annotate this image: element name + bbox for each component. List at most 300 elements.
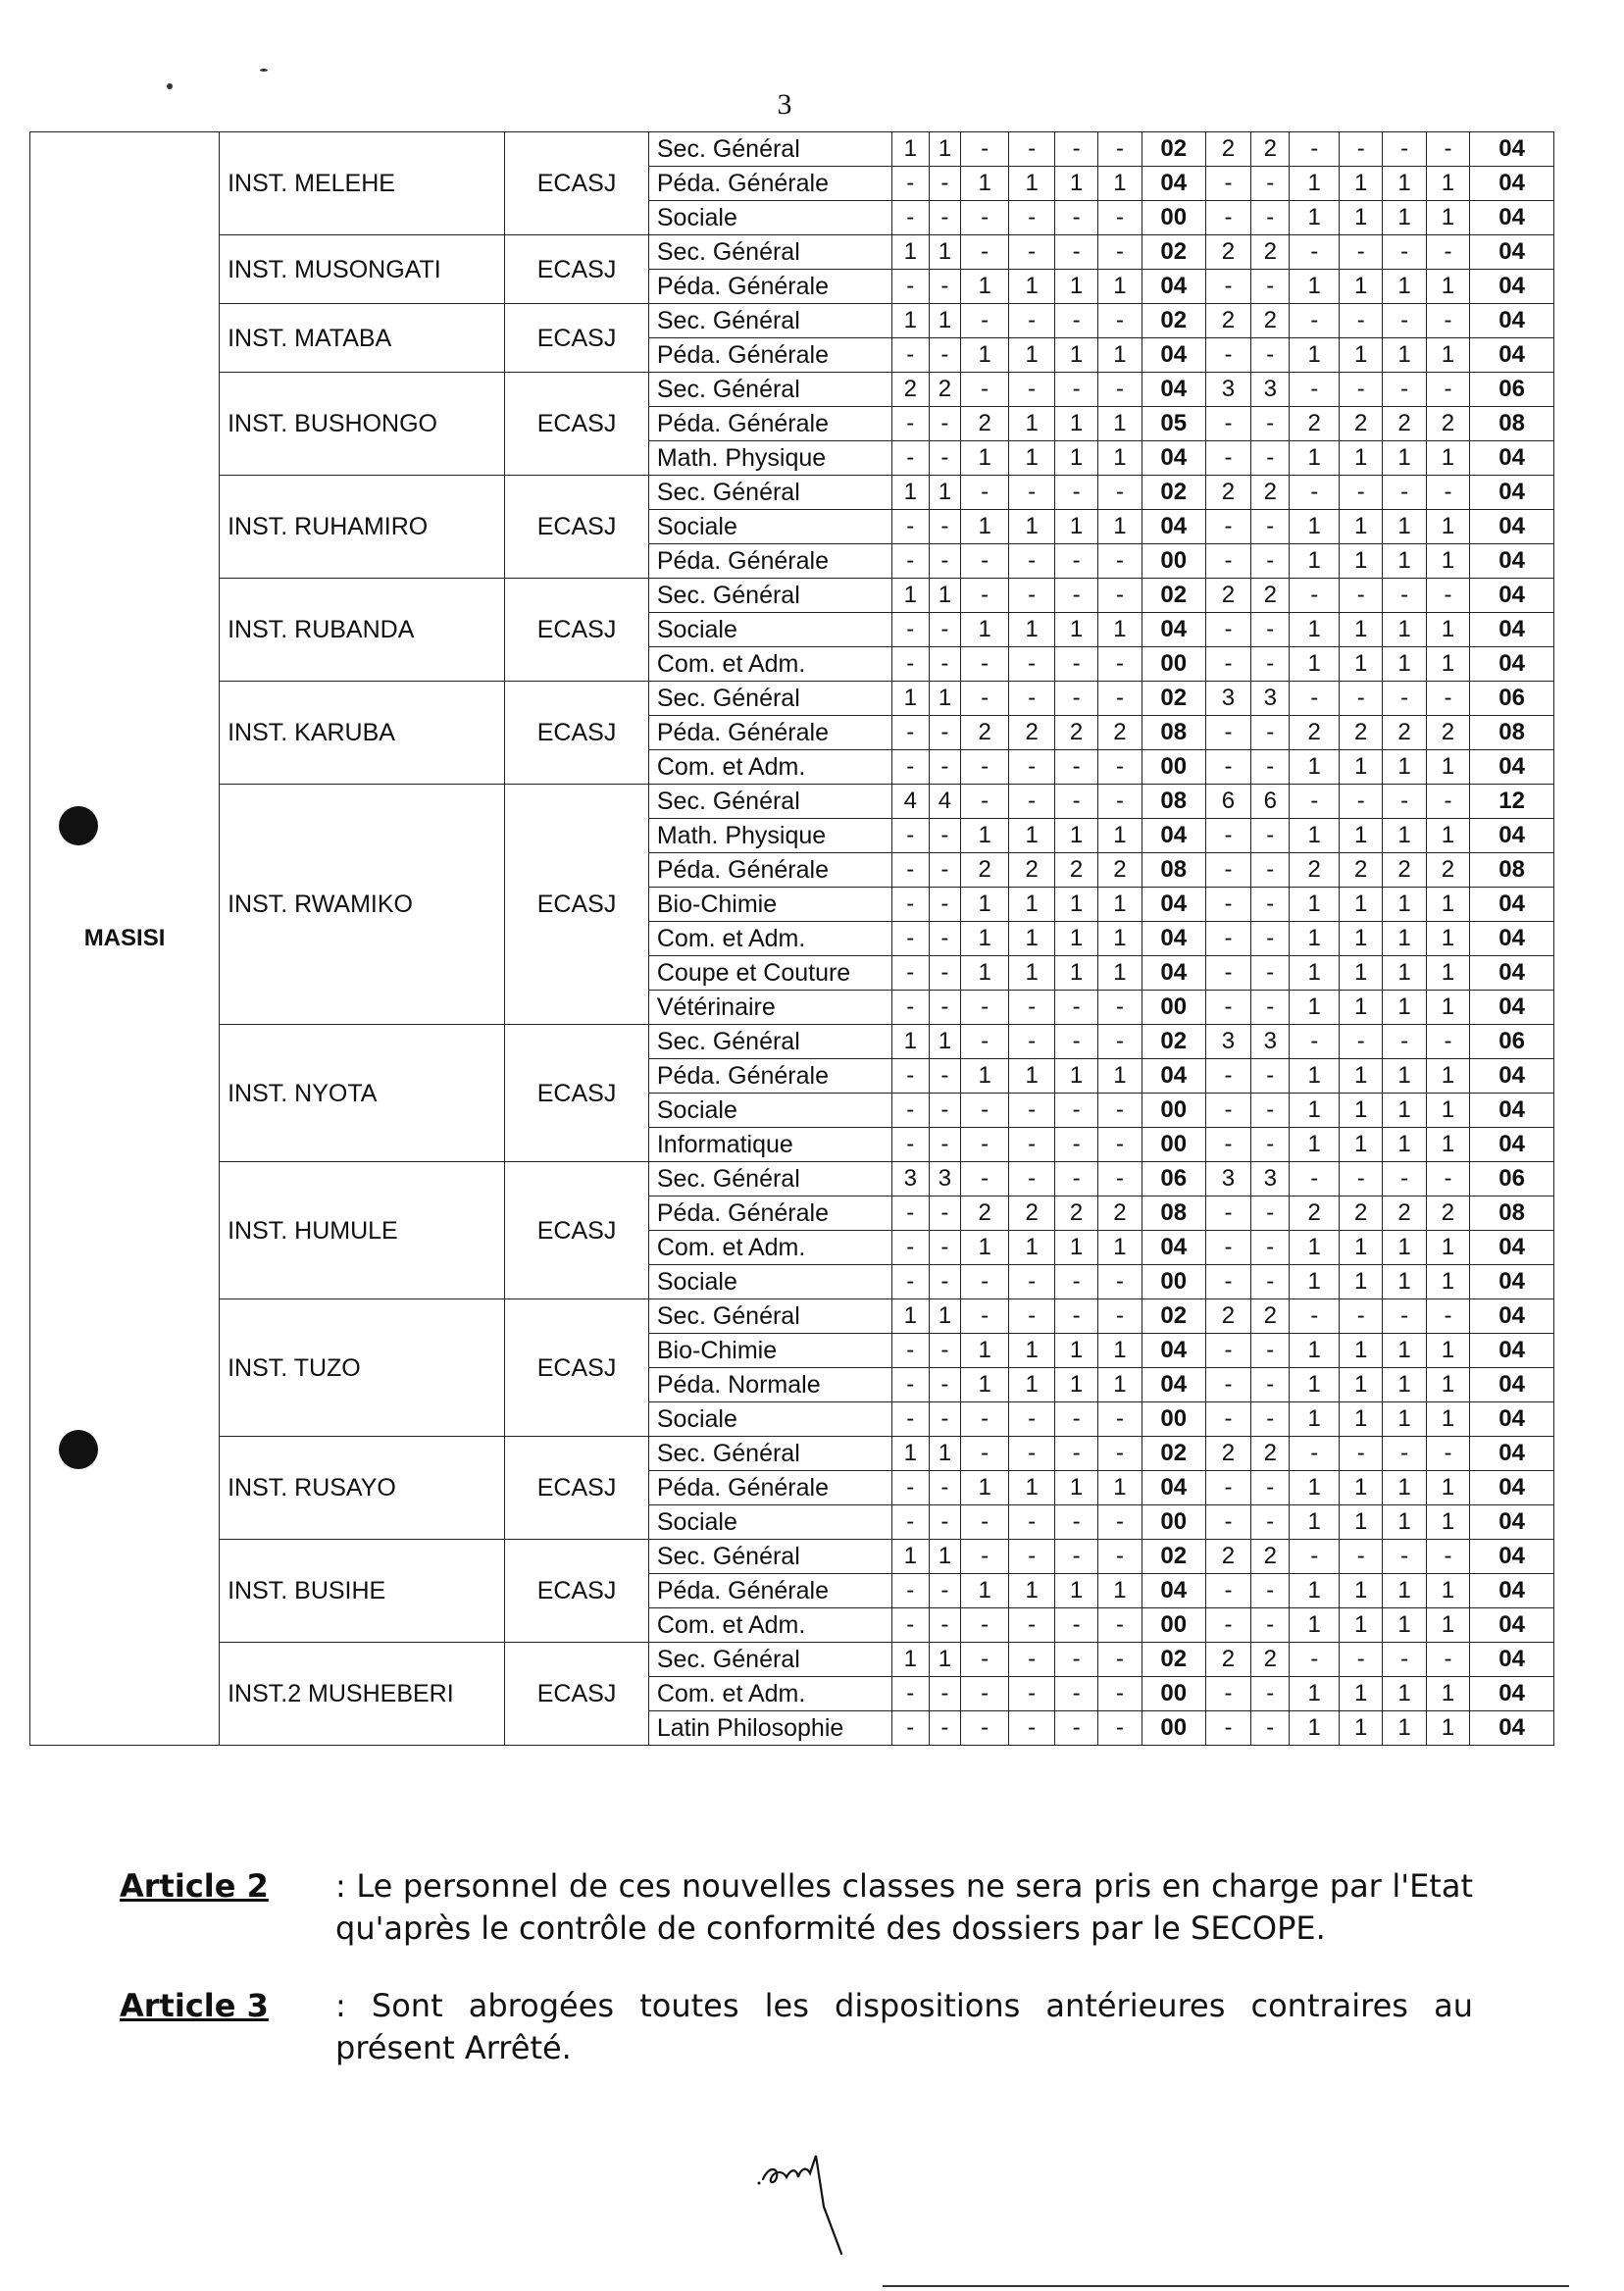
total-cell: 00 <box>1142 1128 1205 1162</box>
value-cell: 1 <box>929 1437 960 1471</box>
value-cell: 1 <box>1290 270 1340 304</box>
article-label: Article 2 <box>120 1867 269 1905</box>
total-cell: 04 <box>1470 750 1554 785</box>
total-cell: 04 <box>1470 1677 1554 1711</box>
total-cell: 02 <box>1142 1025 1205 1059</box>
total-cell: 04 <box>1470 613 1554 647</box>
value-cell: - <box>1383 785 1426 819</box>
value-cell: 2 <box>1205 476 1250 510</box>
value-cell: - <box>1009 1540 1054 1574</box>
total-cell: 04 <box>1470 579 1554 613</box>
value-cell: - <box>929 1368 960 1402</box>
value-cell: 1 <box>929 1025 960 1059</box>
value-cell: - <box>1251 1231 1290 1265</box>
value-cell: - <box>891 613 929 647</box>
value-cell: - <box>1290 235 1340 270</box>
value-cell: - <box>1251 1608 1290 1643</box>
value-cell: - <box>1251 1505 1290 1540</box>
option-cell: Sociale <box>648 1505 891 1540</box>
value-cell: 1 <box>1383 819 1426 853</box>
value-cell: 3 <box>1205 373 1250 407</box>
value-cell: - <box>1098 132 1142 167</box>
value-cell: 1 <box>1098 510 1142 544</box>
value-cell: - <box>960 373 1009 407</box>
value-cell: 1 <box>960 613 1009 647</box>
value-cell: - <box>1383 1540 1426 1574</box>
article-text: : Sont abrogées toutes les dispositions antérieures contraires au présent Arrêté. <box>335 1987 1473 2066</box>
value-cell: 1 <box>1426 647 1469 682</box>
value-cell: - <box>960 1299 1009 1334</box>
regime-cell: ECASJ <box>505 1162 649 1299</box>
total-cell: 04 <box>1470 1299 1554 1334</box>
value-cell: - <box>1098 1505 1142 1540</box>
total-cell: 04 <box>1470 1574 1554 1608</box>
value-cell: - <box>1009 785 1054 819</box>
value-cell: - <box>1383 235 1426 270</box>
value-cell: - <box>1426 235 1469 270</box>
value-cell: 2 <box>1383 716 1426 750</box>
value-cell: 2 <box>1426 1196 1469 1231</box>
value-cell: - <box>960 1265 1009 1299</box>
value-cell: - <box>1251 853 1290 888</box>
total-cell: 04 <box>1142 441 1205 476</box>
value-cell: - <box>1054 1608 1097 1643</box>
value-cell: 1 <box>1340 1368 1383 1402</box>
total-cell: 00 <box>1142 1094 1205 1128</box>
value-cell: - <box>891 956 929 991</box>
value-cell: 1 <box>1383 441 1426 476</box>
total-cell: 04 <box>1142 613 1205 647</box>
value-cell: - <box>929 1094 960 1128</box>
total-cell: 05 <box>1142 407 1205 441</box>
value-cell: - <box>1251 1677 1290 1711</box>
value-cell: 1 <box>929 579 960 613</box>
value-cell: 1 <box>1383 1711 1426 1746</box>
total-cell: 00 <box>1142 647 1205 682</box>
value-cell: 1 <box>1009 510 1054 544</box>
value-cell: 2 <box>1251 579 1290 613</box>
value-cell: - <box>1383 304 1426 338</box>
total-cell: 00 <box>1142 750 1205 785</box>
table-row <box>30 476 1554 510</box>
value-cell: 1 <box>1009 1574 1054 1608</box>
total-cell: 04 <box>1142 956 1205 991</box>
value-cell: 1 <box>1098 1334 1142 1368</box>
total-cell: 06 <box>1470 682 1554 716</box>
value-cell: - <box>1383 1025 1426 1059</box>
option-cell: Sec. Général <box>648 1299 891 1334</box>
value-cell: - <box>1290 304 1340 338</box>
value-cell: 1 <box>1383 1505 1426 1540</box>
value-cell: - <box>1098 647 1142 682</box>
value-cell: - <box>929 270 960 304</box>
total-cell: 00 <box>1142 544 1205 579</box>
value-cell: 1 <box>1290 1128 1340 1162</box>
value-cell: - <box>1098 235 1142 270</box>
value-cell: 1 <box>1426 1265 1469 1299</box>
total-cell: 04 <box>1470 1128 1554 1162</box>
value-cell: 1 <box>891 235 929 270</box>
value-cell: - <box>929 1334 960 1368</box>
value-cell: - <box>1251 510 1290 544</box>
value-cell: - <box>1340 373 1383 407</box>
scan-speck <box>167 83 173 89</box>
school-name-cell: INST. MELEHE <box>220 132 505 235</box>
total-cell: 06 <box>1470 373 1554 407</box>
value-cell: 1 <box>1098 819 1142 853</box>
value-cell: - <box>929 888 960 922</box>
value-cell: 1 <box>1054 922 1097 956</box>
option-cell: Péda. Générale <box>648 544 891 579</box>
total-cell: 04 <box>1470 544 1554 579</box>
value-cell: 1 <box>1340 1711 1383 1746</box>
value-cell: 1 <box>929 132 960 167</box>
value-cell: - <box>891 510 929 544</box>
total-cell: 02 <box>1142 476 1205 510</box>
value-cell: - <box>1054 1711 1097 1746</box>
total-cell: 08 <box>1142 853 1205 888</box>
value-cell: 1 <box>1383 544 1426 579</box>
value-cell: 1 <box>1340 1677 1383 1711</box>
value-cell: - <box>891 1505 929 1540</box>
value-cell: 1 <box>1426 1711 1469 1746</box>
value-cell: - <box>1383 1162 1426 1196</box>
value-cell: 1 <box>1340 270 1383 304</box>
value-cell: - <box>1340 579 1383 613</box>
total-cell: 04 <box>1470 991 1554 1025</box>
value-cell: 1 <box>1340 544 1383 579</box>
value-cell: 1 <box>1054 956 1097 991</box>
value-cell: 1 <box>1426 167 1469 201</box>
total-cell: 08 <box>1470 716 1554 750</box>
value-cell: - <box>1054 373 1097 407</box>
value-cell: 2 <box>1383 407 1426 441</box>
value-cell: - <box>960 1677 1009 1711</box>
value-cell: - <box>1426 304 1469 338</box>
option-cell: Péda. Générale <box>648 270 891 304</box>
value-cell: - <box>1205 922 1250 956</box>
value-cell: 2 <box>891 373 929 407</box>
total-cell: 04 <box>1470 1505 1554 1540</box>
value-cell: - <box>929 1677 960 1711</box>
value-cell: - <box>1009 1402 1054 1437</box>
value-cell: 2 <box>1098 853 1142 888</box>
option-cell: Sec. Général <box>648 1437 891 1471</box>
value-cell: 1 <box>1340 1265 1383 1299</box>
value-cell: 1 <box>1340 956 1383 991</box>
total-cell: 04 <box>1470 1402 1554 1437</box>
value-cell: - <box>1009 304 1054 338</box>
value-cell: 1 <box>1383 167 1426 201</box>
value-cell: 1 <box>1426 1368 1469 1402</box>
total-cell: 04 <box>1470 476 1554 510</box>
value-cell: 1 <box>1290 1265 1340 1299</box>
value-cell: - <box>1205 1196 1250 1231</box>
value-cell: 3 <box>1205 682 1250 716</box>
value-cell: - <box>1290 373 1340 407</box>
value-cell: 1 <box>1098 956 1142 991</box>
value-cell: - <box>929 1231 960 1265</box>
value-cell: - <box>1098 1608 1142 1643</box>
total-cell: 02 <box>1142 579 1205 613</box>
value-cell: - <box>1098 1711 1142 1746</box>
table-row <box>30 1540 1554 1574</box>
value-cell: - <box>1054 304 1097 338</box>
option-cell: Com. et Adm. <box>648 1608 891 1643</box>
value-cell: - <box>929 613 960 647</box>
value-cell: 1 <box>1290 1334 1340 1368</box>
value-cell: - <box>1009 1162 1054 1196</box>
school-name-cell: INST. BUSHONGO <box>220 373 505 476</box>
total-cell: 06 <box>1142 1162 1205 1196</box>
value-cell: - <box>1290 1299 1340 1334</box>
option-cell: Com. et Adm. <box>648 647 891 682</box>
option-cell: Sociale <box>648 1265 891 1299</box>
option-cell: Sec. Général <box>648 785 891 819</box>
school-name-cell: INST.2 MUSHEBERI <box>220 1643 505 1746</box>
value-cell: 1 <box>1054 1471 1097 1505</box>
value-cell: 1 <box>1383 1128 1426 1162</box>
value-cell: - <box>960 785 1009 819</box>
schools-table <box>29 131 1554 1746</box>
value-cell: - <box>1054 1677 1097 1711</box>
value-cell: 3 <box>1251 1162 1290 1196</box>
total-cell: 04 <box>1470 647 1554 682</box>
value-cell: - <box>1098 1437 1142 1471</box>
value-cell: - <box>960 235 1009 270</box>
value-cell: - <box>1251 167 1290 201</box>
value-cell: 2 <box>1205 1299 1250 1334</box>
regime-cell: ECASJ <box>505 1643 649 1746</box>
value-cell: - <box>891 716 929 750</box>
value-cell: - <box>891 1196 929 1231</box>
value-cell: - <box>960 1711 1009 1746</box>
value-cell: 1 <box>1290 819 1340 853</box>
value-cell: - <box>1098 544 1142 579</box>
total-cell: 04 <box>1470 1231 1554 1265</box>
value-cell: 1 <box>1340 1505 1383 1540</box>
value-cell: - <box>1251 1471 1290 1505</box>
value-cell: - <box>1251 441 1290 476</box>
value-cell: - <box>929 1059 960 1094</box>
value-cell: - <box>929 819 960 853</box>
option-cell: Sec. Général <box>648 235 891 270</box>
value-cell: 1 <box>1290 1608 1340 1643</box>
value-cell: 1 <box>1426 1608 1469 1643</box>
value-cell: 1 <box>1426 1231 1469 1265</box>
value-cell: 1 <box>1098 1471 1142 1505</box>
value-cell: 1 <box>1426 441 1469 476</box>
value-cell: - <box>1205 613 1250 647</box>
value-cell: 1 <box>1426 1128 1469 1162</box>
value-cell: 1 <box>1426 544 1469 579</box>
value-cell: 4 <box>929 785 960 819</box>
value-cell: 2 <box>1290 853 1340 888</box>
value-cell: - <box>929 1265 960 1299</box>
value-cell: - <box>1009 579 1054 613</box>
value-cell: 1 <box>1290 441 1340 476</box>
value-cell: 1 <box>1290 1231 1340 1265</box>
value-cell: 1 <box>1290 338 1340 373</box>
value-cell: - <box>960 579 1009 613</box>
total-cell: 02 <box>1142 1299 1205 1334</box>
option-cell: Sec. Général <box>648 476 891 510</box>
value-cell: - <box>1383 1299 1426 1334</box>
value-cell: 1 <box>1383 270 1426 304</box>
value-cell: 1 <box>1054 613 1097 647</box>
total-cell: 04 <box>1470 441 1554 476</box>
value-cell: 1 <box>1383 1265 1426 1299</box>
value-cell: 2 <box>1009 1196 1054 1231</box>
value-cell: - <box>1290 1540 1340 1574</box>
value-cell: - <box>960 544 1009 579</box>
total-cell: 04 <box>1470 1265 1554 1299</box>
option-cell: Péda. Générale <box>648 338 891 373</box>
value-cell: 2 <box>1383 853 1426 888</box>
regime-cell: ECASJ <box>505 235 649 304</box>
value-cell: - <box>960 1025 1009 1059</box>
value-cell: 1 <box>1426 510 1469 544</box>
value-cell: - <box>1205 441 1250 476</box>
value-cell: 2 <box>1251 304 1290 338</box>
value-cell: 1 <box>1290 888 1340 922</box>
value-cell: - <box>1251 1196 1290 1231</box>
value-cell: - <box>1054 201 1097 235</box>
value-cell: 1 <box>1054 407 1097 441</box>
value-cell: - <box>1340 1643 1383 1677</box>
option-cell: Sociale <box>648 1402 891 1437</box>
school-name-cell: INST. BUSIHE <box>220 1540 505 1643</box>
value-cell: - <box>1426 1437 1469 1471</box>
value-cell: - <box>1340 785 1383 819</box>
total-cell: 04 <box>1470 1643 1554 1677</box>
value-cell: 1 <box>960 819 1009 853</box>
value-cell: 3 <box>1251 1025 1290 1059</box>
total-cell: 04 <box>1470 201 1554 235</box>
value-cell: 1 <box>1009 819 1054 853</box>
value-cell: 1 <box>1426 270 1469 304</box>
value-cell: - <box>1054 1505 1097 1540</box>
value-cell: 1 <box>960 1471 1009 1505</box>
value-cell: - <box>1009 1643 1054 1677</box>
option-cell: Péda. Générale <box>648 853 891 888</box>
value-cell: - <box>891 1402 929 1437</box>
value-cell: 1 <box>960 510 1009 544</box>
option-cell: Sec. Général <box>648 1162 891 1196</box>
value-cell: 1 <box>1383 1574 1426 1608</box>
table-row <box>30 235 1554 270</box>
value-cell: 1 <box>960 956 1009 991</box>
value-cell: 1 <box>1426 991 1469 1025</box>
value-cell: - <box>1205 1711 1250 1746</box>
value-cell: 1 <box>1383 1094 1426 1128</box>
value-cell: 1 <box>1340 1128 1383 1162</box>
value-cell: 1 <box>1340 201 1383 235</box>
value-cell: 1 <box>1009 338 1054 373</box>
value-cell: - <box>929 1574 960 1608</box>
value-cell: 1 <box>1383 338 1426 373</box>
option-cell: Com. et Adm. <box>648 922 891 956</box>
value-cell: - <box>1054 1094 1097 1128</box>
total-cell: 02 <box>1142 304 1205 338</box>
value-cell: - <box>1290 682 1340 716</box>
value-cell: - <box>891 819 929 853</box>
value-cell: 2 <box>1340 407 1383 441</box>
value-cell: - <box>1205 750 1250 785</box>
value-cell: 2 <box>929 373 960 407</box>
value-cell: - <box>1205 819 1250 853</box>
value-cell: - <box>1009 201 1054 235</box>
value-cell: 1 <box>1098 888 1142 922</box>
total-cell: 04 <box>1142 167 1205 201</box>
value-cell: - <box>960 132 1009 167</box>
value-cell: 1 <box>1290 1711 1340 1746</box>
value-cell: 1 <box>1340 167 1383 201</box>
value-cell: 1 <box>1054 270 1097 304</box>
option-cell: Sec. Général <box>648 1540 891 1574</box>
value-cell: 1 <box>1054 1574 1097 1608</box>
value-cell: 1 <box>1340 1471 1383 1505</box>
value-cell: 1 <box>1054 338 1097 373</box>
total-cell: 02 <box>1142 1540 1205 1574</box>
total-cell: 04 <box>1470 1437 1554 1471</box>
value-cell: 1 <box>1009 922 1054 956</box>
total-cell: 04 <box>1470 819 1554 853</box>
value-cell: 2 <box>1009 716 1054 750</box>
value-cell: 1 <box>1290 750 1340 785</box>
value-cell: 1 <box>1340 1231 1383 1265</box>
value-cell: 2 <box>1205 1540 1250 1574</box>
total-cell: 04 <box>1142 270 1205 304</box>
total-cell: 00 <box>1142 1265 1205 1299</box>
value-cell: - <box>891 922 929 956</box>
value-cell: - <box>891 338 929 373</box>
value-cell: - <box>1426 132 1469 167</box>
value-cell: - <box>1251 1574 1290 1608</box>
value-cell: - <box>1009 132 1054 167</box>
value-cell: 1 <box>1009 1231 1054 1265</box>
value-cell: - <box>1009 1128 1054 1162</box>
total-cell: 04 <box>1470 1334 1554 1368</box>
value-cell: - <box>1290 132 1340 167</box>
value-cell: 1 <box>1383 888 1426 922</box>
value-cell: - <box>1426 682 1469 716</box>
value-cell: - <box>960 1094 1009 1128</box>
value-cell: 2 <box>1290 407 1340 441</box>
value-cell: 2 <box>1054 716 1097 750</box>
value-cell: 1 <box>1383 201 1426 235</box>
value-cell: - <box>1383 1643 1426 1677</box>
value-cell: 1 <box>1009 167 1054 201</box>
value-cell: - <box>929 647 960 682</box>
option-cell: Péda. Générale <box>648 1059 891 1094</box>
value-cell: - <box>1205 888 1250 922</box>
value-cell: 1 <box>891 1540 929 1574</box>
total-cell: 08 <box>1470 853 1554 888</box>
value-cell: 3 <box>1251 682 1290 716</box>
value-cell: - <box>960 647 1009 682</box>
value-cell: - <box>929 407 960 441</box>
value-cell: - <box>1251 1711 1290 1746</box>
value-cell: - <box>1098 476 1142 510</box>
value-cell: 1 <box>1009 956 1054 991</box>
school-name-cell: INST. TUZO <box>220 1299 505 1437</box>
value-cell: - <box>1340 304 1383 338</box>
value-cell: - <box>1098 1540 1142 1574</box>
value-cell: - <box>891 1574 929 1608</box>
total-cell: 04 <box>1142 373 1205 407</box>
value-cell: - <box>960 1643 1009 1677</box>
